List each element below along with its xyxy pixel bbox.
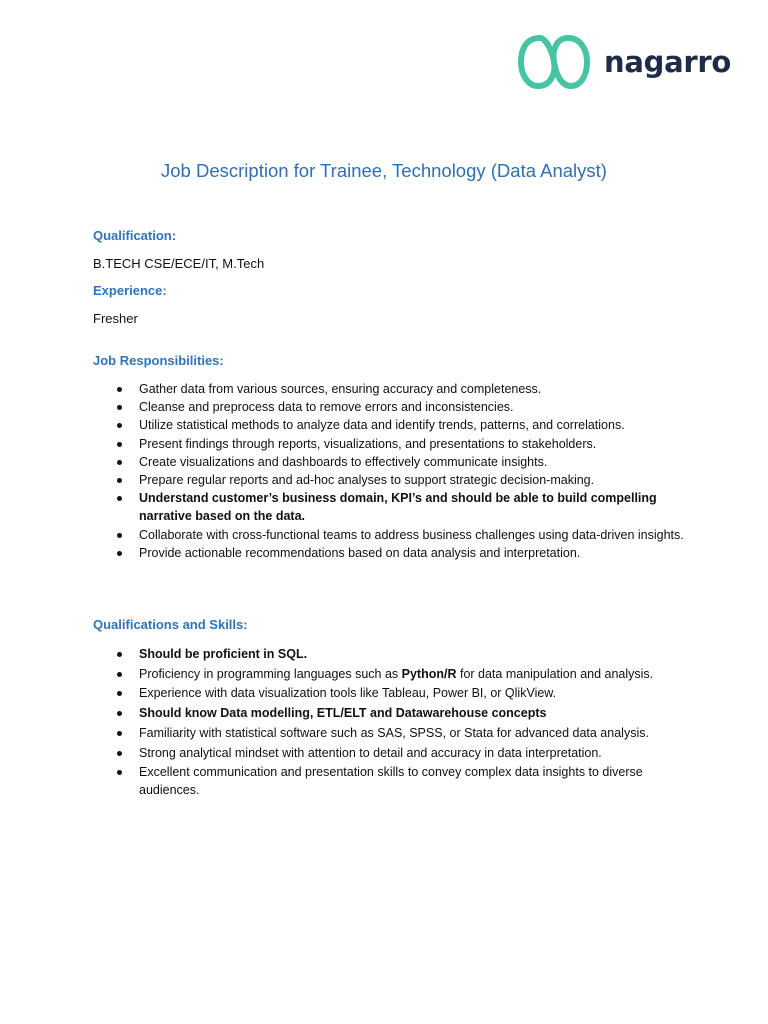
responsibilities-heading: Job Responsibilities: (93, 353, 224, 368)
qualification-value: B.TECH CSE/ECE/IT, M.Tech (93, 256, 265, 271)
list-item: Create visualizations and dashboards to effectively communicate insights. (93, 453, 693, 471)
experience-value: Fresher (93, 311, 138, 326)
bullet-icon (117, 711, 122, 716)
list-item: Cleanse and preprocess data to remove errors and inconsistencies. (93, 398, 693, 416)
list-item: Provide actionable recommendations based on data analysis and interpretation. (93, 544, 693, 562)
skills-heading: Qualifications and Skills: (93, 617, 248, 632)
list-item: Gather data from various sources, ensuring accuracy and completeness. (93, 380, 693, 398)
list-item (93, 665, 693, 683)
bullet-icon (117, 387, 122, 392)
bullet-icon (117, 533, 122, 538)
experience-heading: Experience: (93, 283, 167, 298)
bullet-icon (117, 672, 122, 677)
nagarro-logo (518, 33, 740, 91)
bullet-icon (117, 423, 122, 428)
bullet-icon (117, 478, 122, 483)
bullet-icon (117, 770, 122, 775)
list-item: Collaborate with cross-functional teams to address business challenges using data-driven insights. (93, 526, 693, 544)
list-item: Understand customer’s business domain, KPI’s and should be able to build compelling narrative based on the data. (93, 489, 693, 525)
list-item: Utilize statistical methods to analyze data and identify trends, patterns, and correlations. (93, 416, 693, 434)
bullet-icon (117, 652, 122, 657)
nagarro-infinity-icon (518, 33, 590, 91)
responsibilities-list (93, 380, 693, 562)
bullet-icon (117, 551, 122, 556)
list-item: Should be proficient in SQL. (93, 645, 693, 663)
list-item: Should know Data modelling, ETL/ELT and Datawarehouse concepts (93, 704, 693, 722)
list-item: Excellent communication and presentation skills to convey complex data insights to diverse audiences. (93, 763, 693, 799)
list-item: Prepare regular reports and ad-hoc analyses to support strategic decision-making. (93, 471, 693, 489)
list-item: Familiarity with statistical software such as SAS, SPSS, or Stata for advanced data analysis. (93, 724, 693, 742)
skills-list (93, 645, 693, 800)
bullet-icon (117, 731, 122, 736)
qualification-heading: Qualification: (93, 228, 177, 243)
list-item: Present findings through reports, visualizations, and presentations to stakeholders. (93, 435, 693, 453)
bullet-icon (117, 691, 122, 696)
skill-text-bold: Python/R (401, 666, 457, 681)
bullet-icon (117, 405, 122, 410)
bullet-icon (117, 751, 122, 756)
bullet-icon (117, 460, 122, 465)
list-item: Experience with data visualization tools like Tableau, Power BI, or QlikView. (93, 684, 693, 702)
bullet-icon (117, 496, 122, 501)
document-title: Job Description for Trainee, Technology (Data Analyst) (161, 160, 607, 181)
skill-text-post: for data manipulation and analysis. (456, 666, 654, 681)
nagarro-wordmark: nagarro (604, 45, 731, 79)
bullet-icon (117, 442, 122, 447)
skill-text-pre: Proficiency in programming languages such as (139, 666, 402, 681)
list-item: Strong analytical mindset with attention to detail and accuracy in data interpretation. (93, 744, 693, 762)
